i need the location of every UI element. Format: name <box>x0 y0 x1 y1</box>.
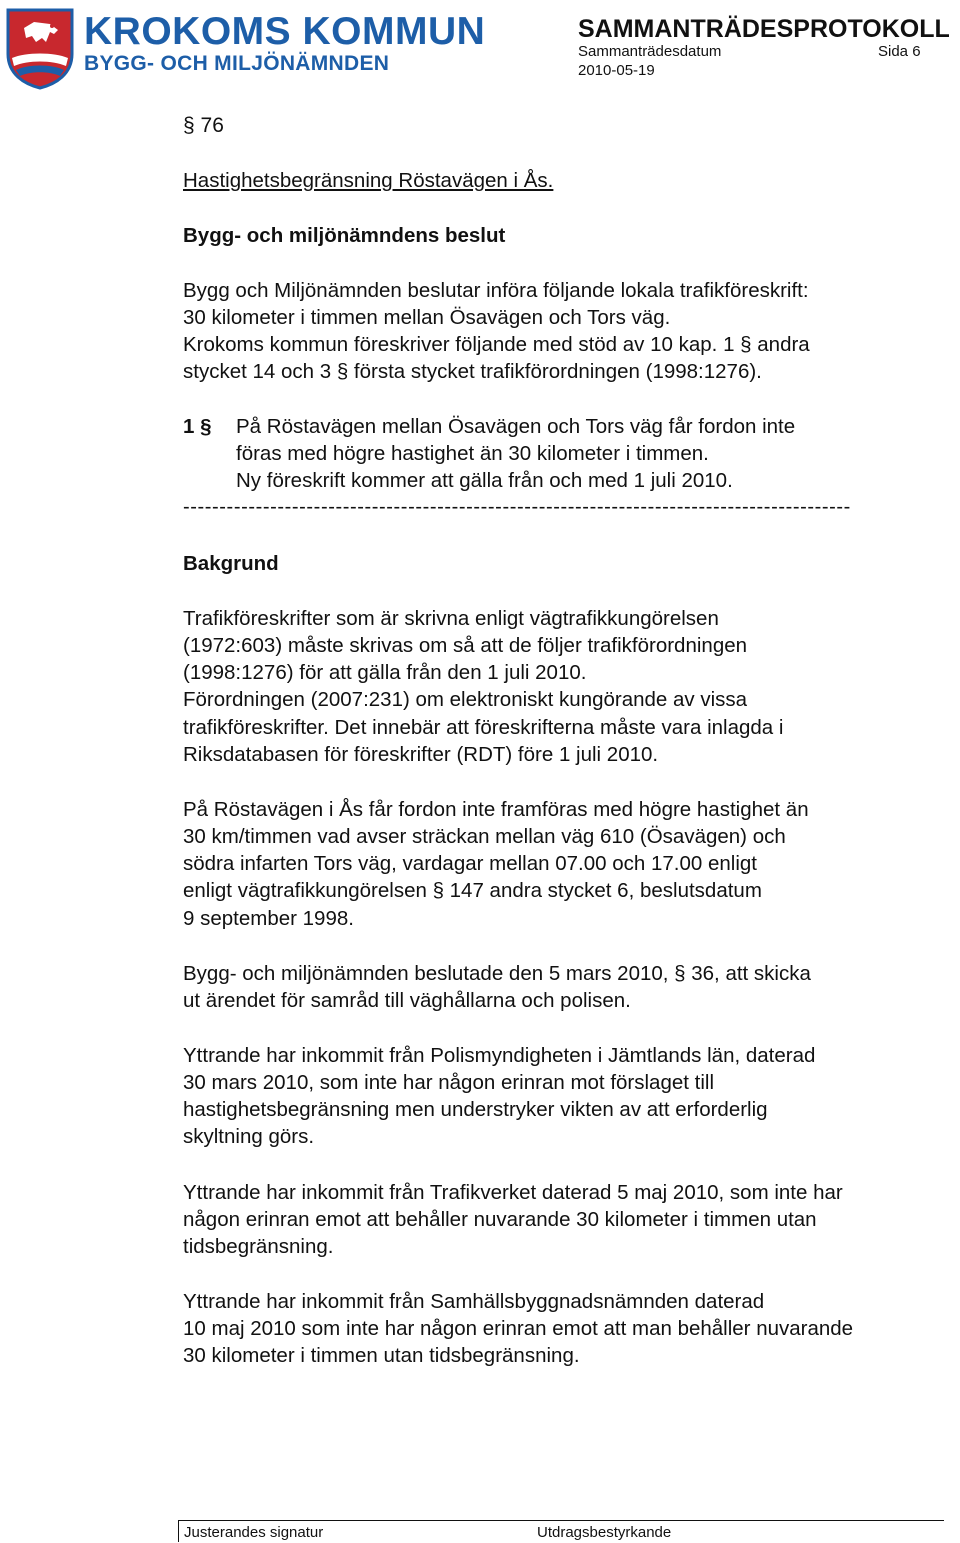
separator-line: -------------------------------------------------------------------------------------------- <box>183 496 851 518</box>
org-subtitle: BYGG- OCH MILJÖNÄMNDEN <box>84 52 390 75</box>
background-line: 9 september 1998. <box>183 907 354 930</box>
background-line: Yttrande har inkommit från Trafikverket daterad 5 maj 2010, som inte har <box>183 1181 843 1204</box>
signature-label: Justerandes signatur <box>184 1524 324 1541</box>
decision-line: stycket 14 och 3 § första stycket trafikförordningen (1998:1276). <box>183 360 762 383</box>
document-type: SAMMANTRÄDESPROTOKOLL <box>578 15 950 43</box>
background-line: tidsbegränsning. <box>183 1235 334 1258</box>
decision-line: 30 kilometer i timmen mellan Ösavägen och Tors väg. <box>183 306 671 329</box>
org-name: KROKOMS KOMMUN <box>84 10 486 53</box>
background-line: 10 maj 2010 som inte har någon erinran emot att man behåller nuvarande <box>183 1317 854 1340</box>
background-line: Riksdatabasen för föreskrifter (RDT) före 1 juli 2010. <box>183 743 659 766</box>
background-line: Bygg- och miljönämnden beslutade den 5 mars 2010, § 36, att skicka <box>183 962 811 985</box>
meeting-date: 2010-05-19 <box>578 62 655 79</box>
background-heading: Bakgrund <box>183 552 279 575</box>
rule-line: föras med högre hastighet än 30 kilometer i timmen. <box>236 442 709 465</box>
section-subject: Hastighetsbegränsning Röstavägen i Ås. <box>183 169 554 192</box>
background-line: (1972:603) måste skrivas om så att de följer trafikförordningen <box>183 634 748 657</box>
section-number: § 76 <box>183 114 224 137</box>
extract-label: Utdragsbestyrkande <box>537 1524 672 1541</box>
rule-number: 1 § <box>183 415 212 438</box>
background-line: Yttrande har inkommit från Polismyndigheten i Jämtlands län, daterad <box>183 1044 816 1067</box>
background-line: 30 km/timmen vad avser sträckan mellan väg 610 (Ösavägen) och <box>183 825 786 848</box>
decision-heading: Bygg- och miljönämndens beslut <box>183 224 506 247</box>
page-number: Sida 6 <box>878 43 921 60</box>
background-line: 30 kilometer i timmen utan tidsbegränsning. <box>183 1344 580 1367</box>
footer-divider <box>178 1520 944 1521</box>
background-line: 30 mars 2010, som inte har någon erinran mot förslaget till <box>183 1071 714 1094</box>
decision-line: Krokoms kommun föreskriver följande med stöd av 10 kap. 1 § andra <box>183 333 810 356</box>
decision-line: Bygg och Miljönämnden beslutar införa följande lokala trafikföreskrift: <box>183 279 809 302</box>
background-line: Förordningen (2007:231) om elektroniskt kungörande av vissa <box>183 688 748 711</box>
background-line: (1998:1276) för att gälla från den 1 juli 2010. <box>183 661 587 684</box>
background-line: ut ärendet för samråd till väghållarna och polisen. <box>183 989 631 1012</box>
background-line: skyltning görs. <box>183 1125 315 1148</box>
background-line: någon erinran emot att behåller nuvarande 30 kilometer i timmen utan <box>183 1208 817 1231</box>
background-line: Trafikföreskrifter som är skrivna enligt vägtrafikkungörelsen <box>183 607 719 630</box>
background-line: trafikföreskrifter. Det innebär att föreskrifterna måste vara inlagda i <box>183 716 784 739</box>
background-line: På Röstavägen i Ås får fordon inte framföras med högre hastighet än <box>183 798 809 821</box>
rule-line: På Röstavägen mellan Ösavägen och Tors väg får fordon inte <box>236 415 796 438</box>
background-line: södra infarten Tors väg, vardagar mellan 07.00 och 17.00 enligt <box>183 852 757 875</box>
background-line: hastighetsbegränsning men understryker vikten av att erforderlig <box>183 1098 768 1121</box>
meeting-date-label: Sammanträdesdatum <box>578 43 722 60</box>
municipal-crest-icon <box>6 8 74 90</box>
background-line: enligt vägtrafikkungörelsen § 147 andra stycket 6, beslutsdatum <box>183 879 762 902</box>
footer-divider-tick <box>178 1520 179 1542</box>
rule-line: Ny föreskrift kommer att gälla från och med 1 juli 2010. <box>236 469 733 492</box>
background-line: Yttrande har inkommit från Samhällsbyggnadsnämnden daterad <box>183 1290 765 1313</box>
